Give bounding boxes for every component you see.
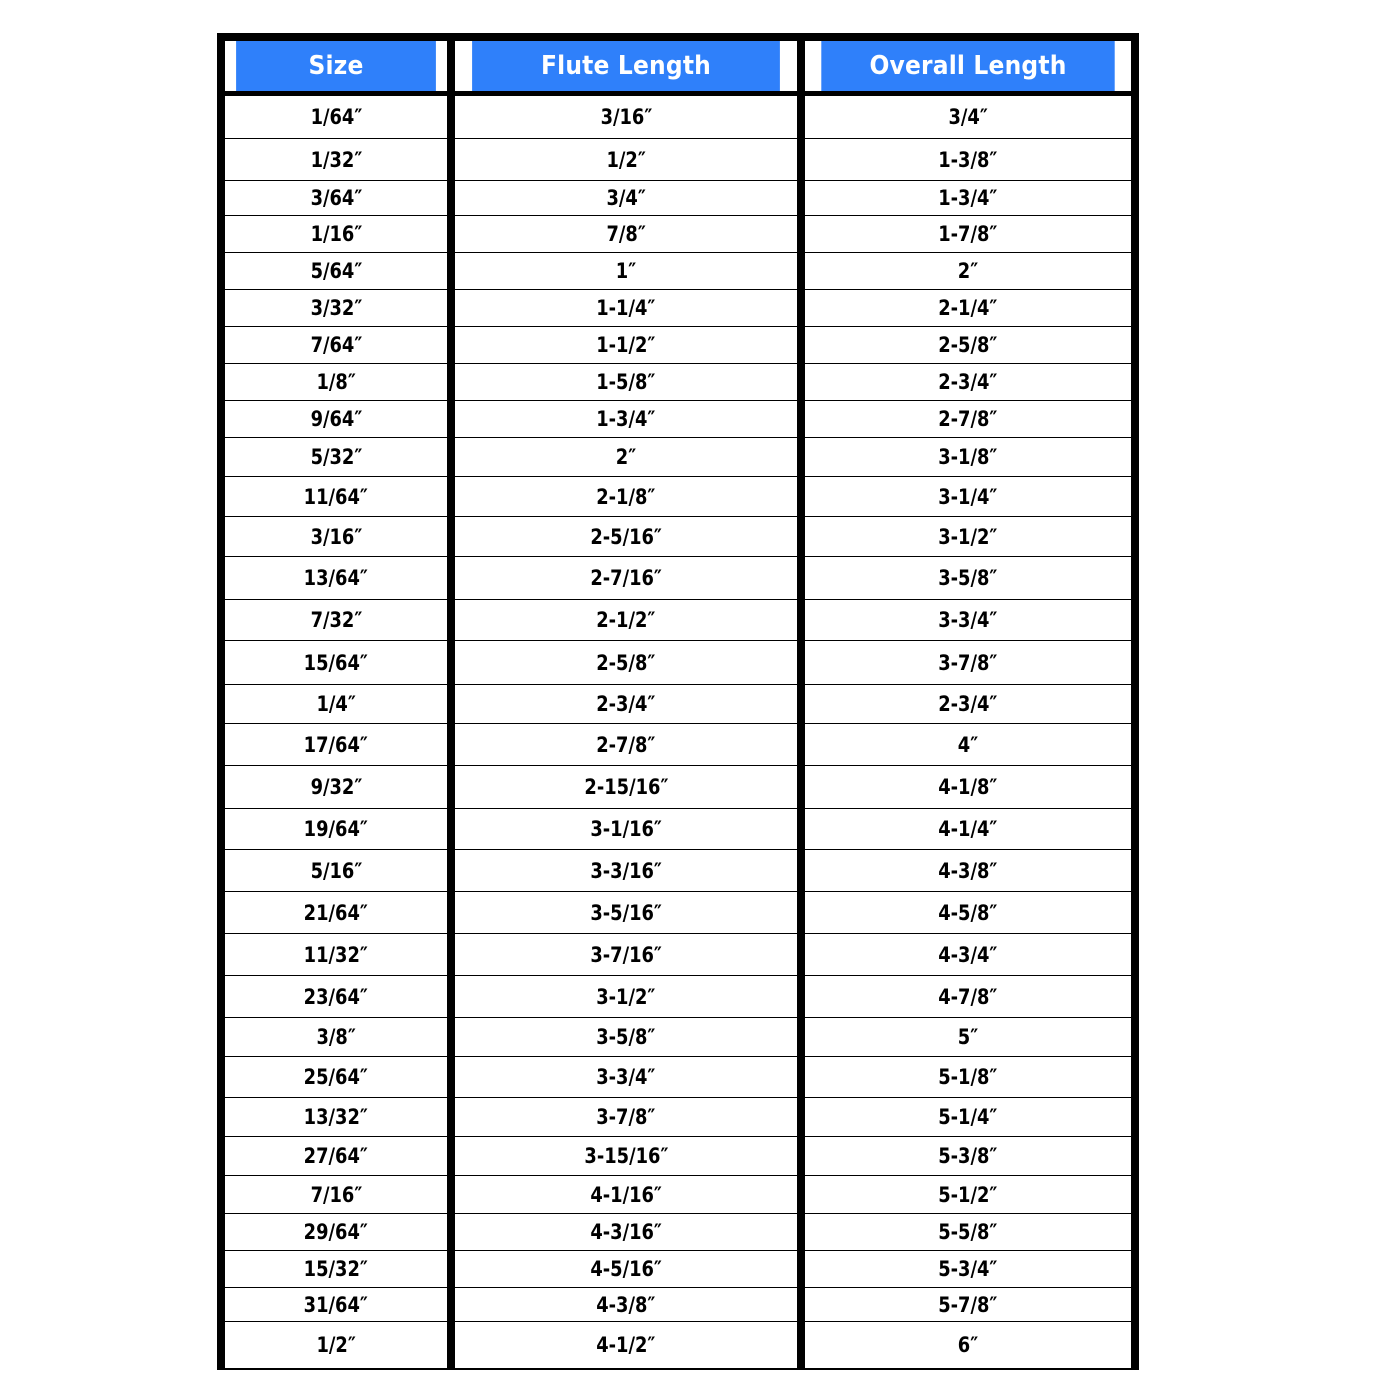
size-cell <box>225 1137 447 1176</box>
size-column-header: Size <box>236 41 436 91</box>
flute-length-cell <box>455 1098 797 1137</box>
size-cell-value: 31/64″ <box>303 1292 369 1317</box>
overall-length-column <box>805 41 1131 1368</box>
flute-length-cell <box>455 216 797 253</box>
size-cell <box>225 892 447 934</box>
size-cell <box>225 327 447 364</box>
size-cell-value: 27/64″ <box>303 1144 369 1168</box>
size-cell <box>225 1288 447 1322</box>
overall-length-cell-value: 4-3/8″ <box>938 858 998 883</box>
flute-length-cell <box>455 934 797 976</box>
size-cell <box>225 290 447 327</box>
size-cell <box>225 438 447 477</box>
overall-length-cell <box>805 600 1131 641</box>
size-cell <box>225 766 447 809</box>
overall-length-cell <box>805 1098 1131 1137</box>
size-cell <box>225 1098 447 1137</box>
flute-length-cell-value: 4-3/8″ <box>596 1292 656 1317</box>
flute-length-cell-value: 2-5/16″ <box>590 524 662 549</box>
overall-length-cell <box>805 438 1131 477</box>
flute-length-cell <box>455 809 797 850</box>
overall-length-cell-value: 2-7/8″ <box>938 407 998 431</box>
overall-length-cell <box>805 327 1131 364</box>
overall-length-cell-value: 2″ <box>957 259 979 283</box>
overall-length-cell-value: 1-3/8″ <box>938 147 998 172</box>
flute-length-cell-value: 3-1/2″ <box>596 984 656 1009</box>
flute-length-cell <box>455 766 797 809</box>
overall-length-cell <box>805 1137 1131 1176</box>
overall-length-cell <box>805 1251 1131 1288</box>
size-cell <box>225 517 447 557</box>
flute-length-cell <box>455 850 797 892</box>
flute-length-cell-value: 2-3/4″ <box>596 692 656 716</box>
overall-length-cell-value: 3-7/8″ <box>938 650 998 675</box>
overall-length-cell-value: 2-3/4″ <box>938 692 998 716</box>
overall-length-cell-value: 2-1/4″ <box>938 296 998 320</box>
flute-length-cell-value: 2-5/8″ <box>596 650 656 675</box>
flute-length-cell <box>455 253 797 290</box>
flute-length-cell-value: 3-1/16″ <box>590 817 662 841</box>
size-cell <box>225 934 447 976</box>
flute-length-cell-value: 3-7/8″ <box>596 1105 656 1129</box>
overall-length-cell-value: 2-3/4″ <box>938 370 998 394</box>
size-cell <box>225 850 447 892</box>
overall-length-cell-value: 2-5/8″ <box>938 333 998 357</box>
overall-length-cell-value: 4-1/4″ <box>938 817 998 841</box>
size-cell-value: 23/64″ <box>303 984 369 1009</box>
flute-length-cell-value: 4-1/2″ <box>596 1333 656 1357</box>
size-cell <box>225 641 447 685</box>
flute-length-cell-value: 4-1/16″ <box>590 1182 662 1207</box>
flute-length-cell-value: 4-3/16″ <box>590 1220 662 1244</box>
size-cell-value: 15/64″ <box>303 650 369 675</box>
overall-length-cell <box>805 216 1131 253</box>
size-cell <box>225 1214 447 1251</box>
overall-length-cell-value: 3-3/4″ <box>938 608 998 632</box>
overall-length-cell-value: 3-5/8″ <box>938 566 998 590</box>
overall-length-cell-value: 4-1/8″ <box>938 775 998 799</box>
overall-length-cell <box>805 724 1131 766</box>
overall-length-cell-value: 3/4″ <box>948 105 988 129</box>
flute-length-cell-value: 7/8″ <box>606 222 646 246</box>
size-cell-value: 29/64″ <box>303 1220 369 1244</box>
flute-length-cell <box>455 477 797 517</box>
flute-length-cell-value: 1-3/4″ <box>596 407 656 431</box>
overall-length-cell <box>805 1057 1131 1098</box>
size-cell <box>225 1322 447 1368</box>
size-chart-table <box>217 33 1139 1370</box>
flute-length-cell-value: 3-3/4″ <box>596 1065 656 1089</box>
size-cell <box>225 181 447 216</box>
size-cell-value: 5/16″ <box>310 858 362 883</box>
size-cell-value: 1/8″ <box>316 370 356 394</box>
flute-length-cell-value: 3/16″ <box>600 105 652 129</box>
flute-length-cell-value: 3-7/16″ <box>590 942 662 967</box>
flute-length-cell-value: 4-5/16″ <box>590 1257 662 1281</box>
size-cell-value: 5/32″ <box>310 445 362 469</box>
overall-length-cell-value: 5-3/4″ <box>938 1257 998 1281</box>
flute-length-cell <box>455 557 797 600</box>
flute-length-cell-value: 1-1/2″ <box>596 333 656 357</box>
flute-length-cell-value: 3/4″ <box>606 186 646 210</box>
overall-length-cell <box>805 809 1131 850</box>
overall-length-cell-value: 1-7/8″ <box>938 222 998 246</box>
overall-length-cell <box>805 290 1131 327</box>
overall-length-cell <box>805 1018 1131 1057</box>
flute-length-cell <box>455 1018 797 1057</box>
size-cell-value: 1/2″ <box>316 1333 356 1357</box>
overall-length-cell-value: 6″ <box>957 1333 979 1357</box>
flute-length-cell-value: 3-15/16″ <box>583 1144 668 1168</box>
overall-length-column-header: Overall Length <box>821 41 1114 91</box>
overall-length-cell <box>805 96 1131 139</box>
size-cell <box>225 139 447 181</box>
overall-length-cell <box>805 1214 1131 1251</box>
overall-length-cell <box>805 976 1131 1018</box>
flute-length-cell <box>455 327 797 364</box>
size-cell-value: 5/64″ <box>310 259 362 283</box>
flute-length-cell <box>455 1251 797 1288</box>
overall-length-cell <box>805 1288 1131 1322</box>
size-cell <box>225 557 447 600</box>
overall-length-cell-value: 4-5/8″ <box>938 900 998 925</box>
flute-length-cell <box>455 1176 797 1214</box>
flute-length-cell-value: 2-15/16″ <box>583 775 668 799</box>
overall-length-cell-value: 5-5/8″ <box>938 1220 998 1244</box>
size-cell <box>225 1176 447 1214</box>
size-cell-value: 21/64″ <box>303 900 369 925</box>
size-cell-value: 3/16″ <box>310 524 362 549</box>
overall-length-cell <box>805 892 1131 934</box>
flute-length-cell-value: 1″ <box>615 259 637 283</box>
flute-length-cell <box>455 364 797 401</box>
size-cell-value: 9/32″ <box>310 775 362 799</box>
flute-length-cell-value: 3-5/8″ <box>596 1025 656 1049</box>
flute-length-cell <box>455 1057 797 1098</box>
size-cell <box>225 253 447 290</box>
overall-length-cell <box>805 1322 1131 1368</box>
overall-length-cell <box>805 181 1131 216</box>
overall-length-cell <box>805 1176 1131 1214</box>
flute-length-cell-value: 2-7/16″ <box>590 566 662 590</box>
overall-length-cell-value: 3-1/8″ <box>938 445 998 469</box>
overall-length-cell-value: 5-7/8″ <box>938 1292 998 1317</box>
overall-length-cell <box>805 934 1131 976</box>
overall-length-cell-value: 4″ <box>957 732 979 757</box>
overall-length-cell <box>805 685 1131 724</box>
size-cell-value: 7/16″ <box>310 1182 362 1207</box>
flute-length-cell <box>455 685 797 724</box>
flute-length-cell <box>455 181 797 216</box>
size-cell <box>225 976 447 1018</box>
flute-length-cell <box>455 724 797 766</box>
size-cell <box>225 809 447 850</box>
flute-length-cell-value: 2-1/2″ <box>596 608 656 632</box>
flute-length-column <box>455 41 797 1368</box>
flute-length-cell <box>455 1288 797 1322</box>
overall-length-cell <box>805 517 1131 557</box>
overall-length-cell-value: 5″ <box>957 1025 979 1049</box>
overall-length-cell <box>805 641 1131 685</box>
size-cell <box>225 216 447 253</box>
overall-length-cell <box>805 557 1131 600</box>
size-cell-value: 1/4″ <box>316 692 356 716</box>
overall-length-cell <box>805 139 1131 181</box>
size-cell-value: 19/64″ <box>303 817 369 841</box>
overall-length-cell-value: 5-1/8″ <box>938 1065 998 1089</box>
overall-length-cell-value: 4-7/8″ <box>938 984 998 1009</box>
flute-length-cell <box>455 96 797 139</box>
overall-length-cell <box>805 253 1131 290</box>
size-cell <box>225 600 447 641</box>
size-cell <box>225 477 447 517</box>
size-cell <box>225 1057 447 1098</box>
size-cell-value: 7/64″ <box>310 333 362 357</box>
overall-length-cell-value: 3-1/4″ <box>938 484 998 509</box>
size-cell <box>225 1018 447 1057</box>
flute-length-cell-value: 2-1/8″ <box>596 484 656 509</box>
size-cell <box>225 685 447 724</box>
flute-length-cell <box>455 438 797 477</box>
size-cell-value: 3/64″ <box>310 186 362 210</box>
flute-length-cell <box>455 401 797 438</box>
flute-length-cell <box>455 976 797 1018</box>
flute-length-cell <box>455 641 797 685</box>
flute-length-column-header: Flute Length <box>472 41 780 91</box>
flute-length-cell <box>455 517 797 557</box>
overall-length-cell-value: 1-3/4″ <box>938 186 998 210</box>
size-cell <box>225 96 447 139</box>
size-cell <box>225 1251 447 1288</box>
flute-length-cell <box>455 1322 797 1368</box>
size-cell-value: 1/64″ <box>310 105 362 129</box>
overall-length-cell <box>805 850 1131 892</box>
size-cell <box>225 364 447 401</box>
overall-length-cell-value: 3-1/2″ <box>938 524 998 549</box>
flute-length-cell-value: 3-5/16″ <box>590 900 662 925</box>
flute-length-cell-value: 2″ <box>615 445 637 469</box>
overall-length-cell <box>805 477 1131 517</box>
size-cell-value: 17/64″ <box>303 732 369 757</box>
flute-length-cell <box>455 1214 797 1251</box>
size-cell <box>225 401 447 438</box>
flute-length-cell <box>455 1137 797 1176</box>
size-cell-value: 1/32″ <box>310 147 362 172</box>
overall-length-cell <box>805 364 1131 401</box>
flute-length-cell-value: 2-7/8″ <box>596 732 656 757</box>
size-cell-value: 11/32″ <box>303 942 369 967</box>
size-cell-value: 11/64″ <box>303 484 369 509</box>
size-cell-value: 3/32″ <box>310 296 362 320</box>
size-cell-value: 13/32″ <box>303 1105 369 1129</box>
flute-length-cell-value: 1-5/8″ <box>596 370 656 394</box>
size-cell-value: 3/8″ <box>316 1025 356 1049</box>
size-cell-value: 15/32″ <box>303 1257 369 1281</box>
flute-length-cell <box>455 600 797 641</box>
overall-length-cell <box>805 401 1131 438</box>
flute-length-cell <box>455 290 797 327</box>
flute-length-cell <box>455 139 797 181</box>
size-cell-value: 9/64″ <box>310 407 362 431</box>
flute-length-cell <box>455 892 797 934</box>
size-cell-value: 13/64″ <box>303 566 369 590</box>
size-column <box>225 41 447 1368</box>
size-cell-value: 7/32″ <box>310 608 362 632</box>
size-cell-value: 1/16″ <box>310 222 362 246</box>
size-cell-value: 25/64″ <box>303 1065 369 1089</box>
flute-length-cell-value: 1/2″ <box>606 147 646 172</box>
overall-length-cell-value: 5-1/2″ <box>938 1182 998 1207</box>
size-cell <box>225 724 447 766</box>
overall-length-cell-value: 5-1/4″ <box>938 1105 998 1129</box>
overall-length-cell-value: 4-3/4″ <box>938 942 998 967</box>
flute-length-cell-value: 3-3/16″ <box>590 858 662 883</box>
overall-length-cell-value: 5-3/8″ <box>938 1144 998 1168</box>
overall-length-cell <box>805 766 1131 809</box>
flute-length-cell-value: 1-1/4″ <box>596 296 656 320</box>
